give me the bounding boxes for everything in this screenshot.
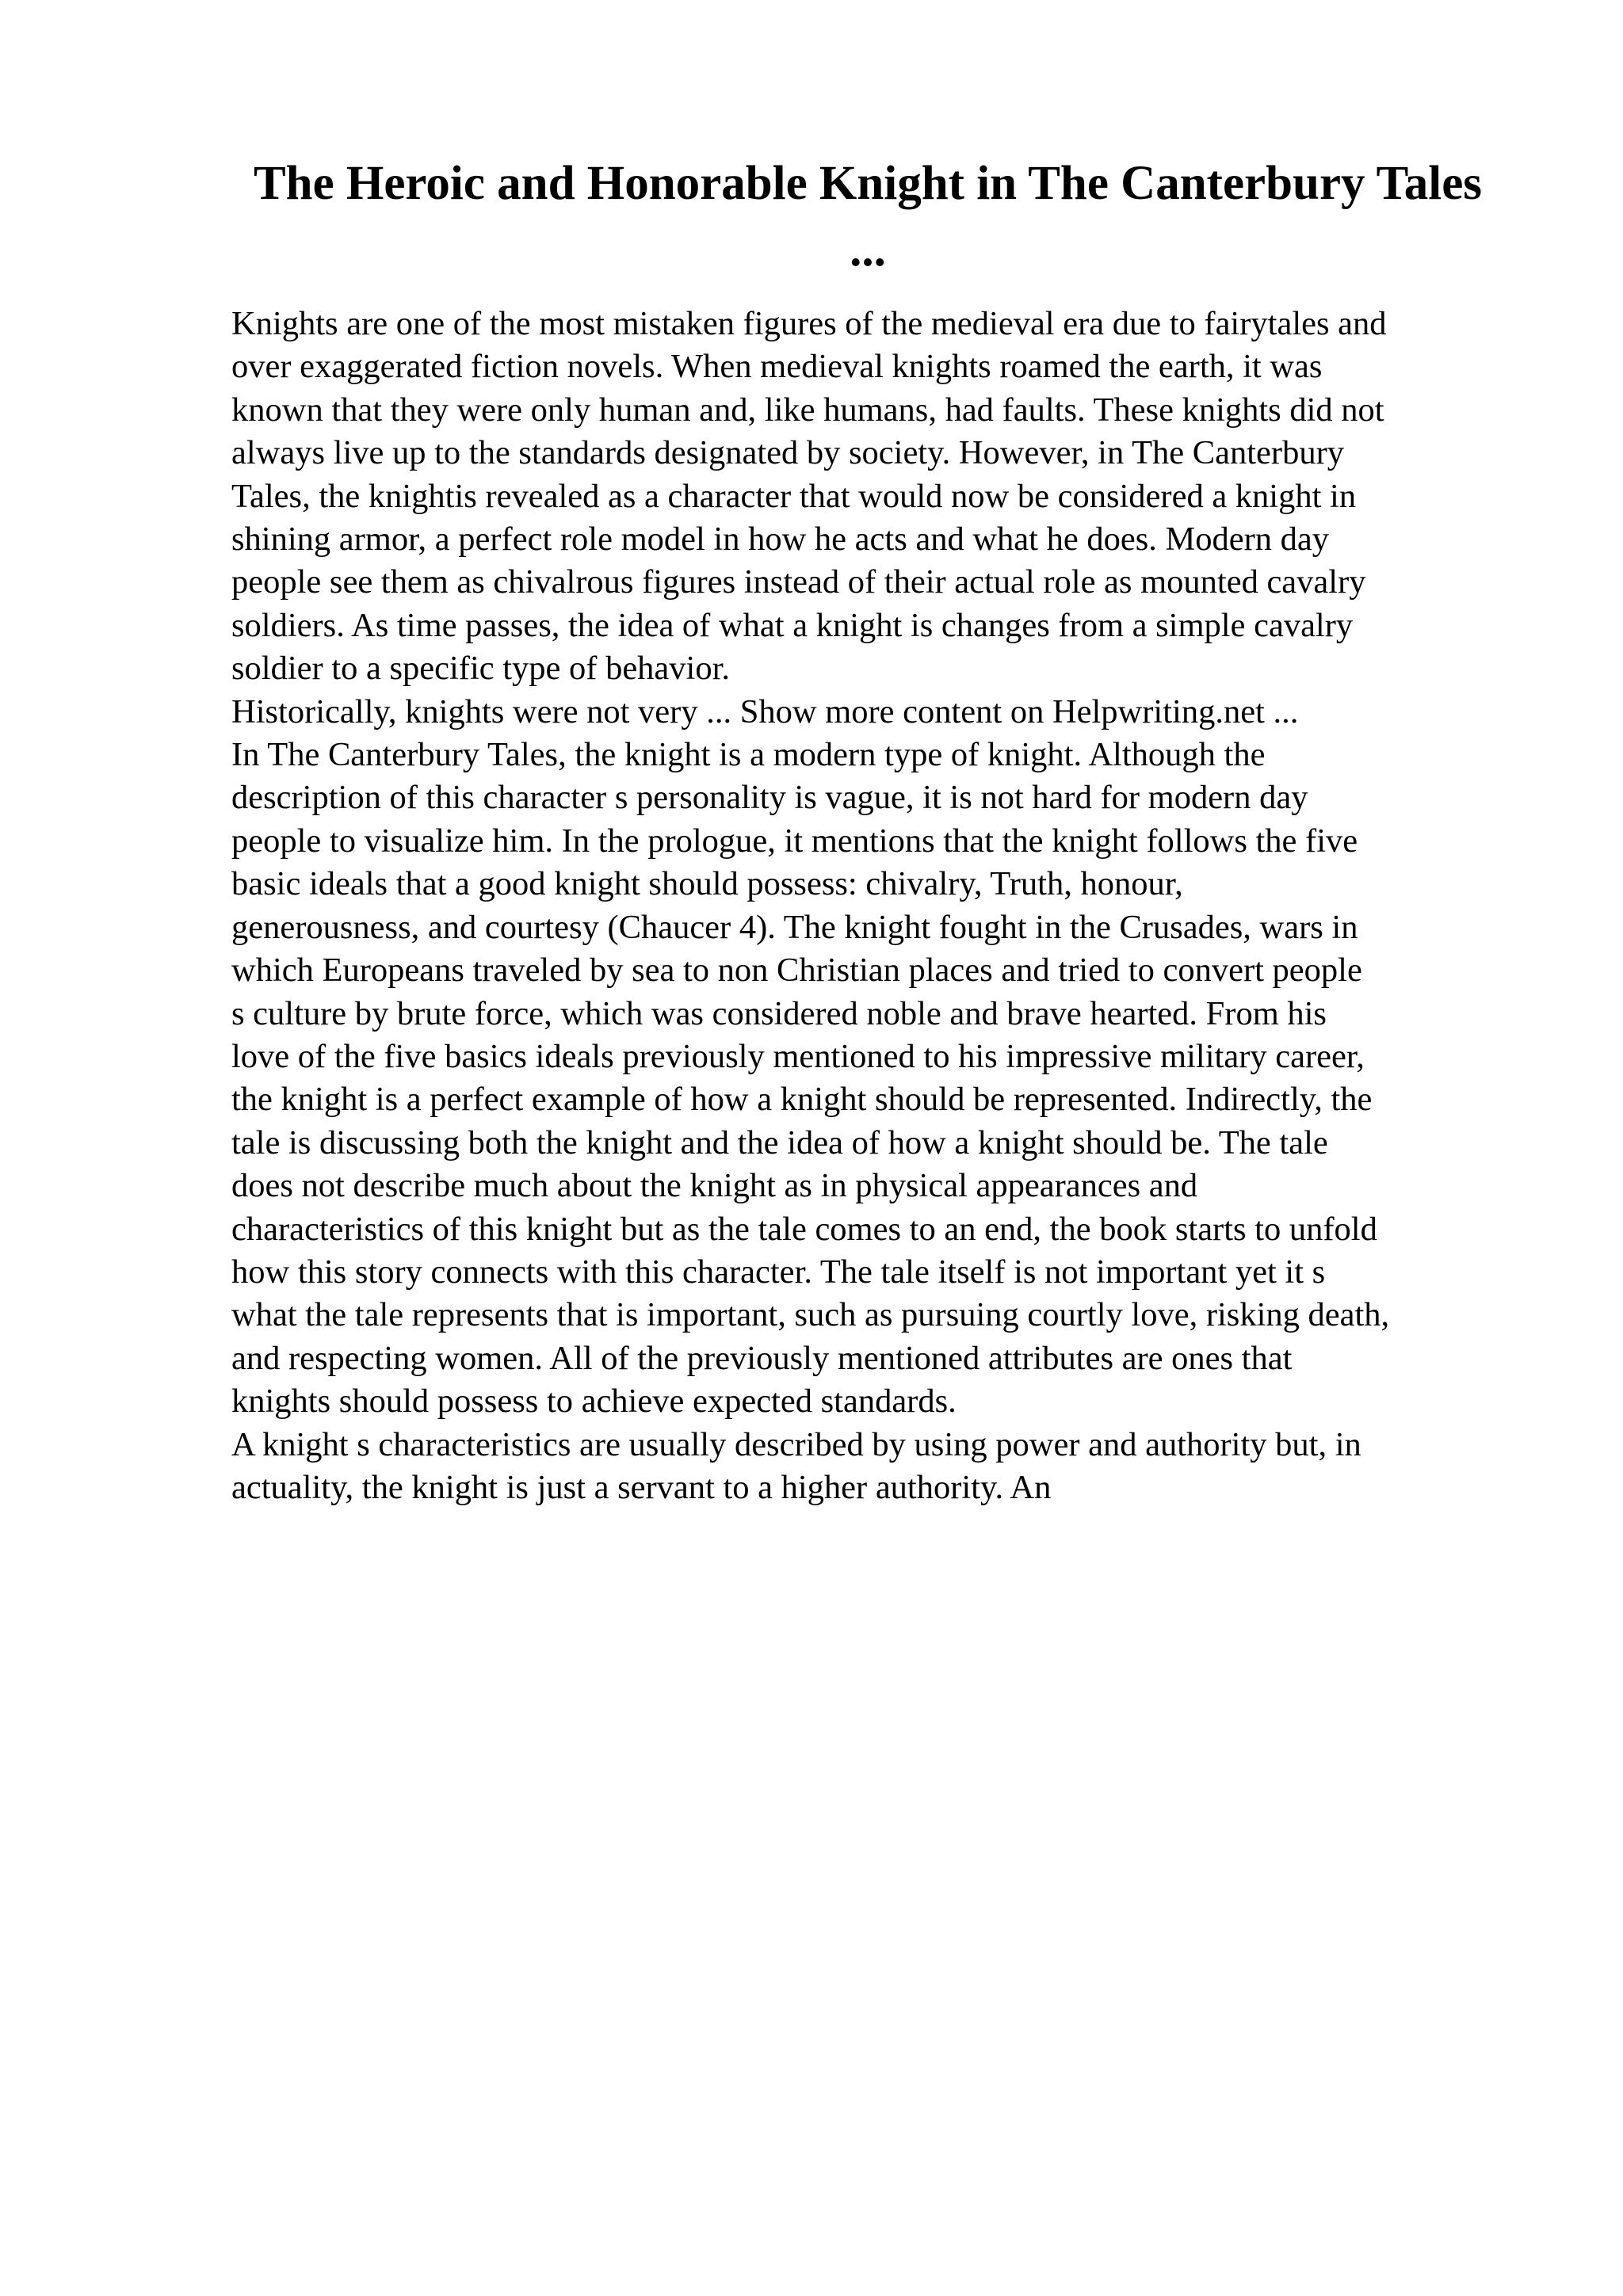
body-line: In The Canterbury Tales, the knight is a modern type of knight. Although the: [231, 736, 1266, 774]
body-line: soldiers. As time passes, the idea of what a knight is changes from a simple cavalry: [231, 606, 1354, 644]
title-line: The Heroic and Honorable Knight in The Canterbury Tales: [253, 157, 1483, 210]
body-line: tale is discussing both the knight and the idea of how a knight should be. The tale: [231, 1123, 1328, 1161]
document-body: [231, 303, 1523, 1509]
body-line: Knights are one of the most mistaken figures of the medieval era due to fairytales and: [231, 305, 1387, 342]
body-line: A knight s characteristics are usually described by using power and authority but, in: [231, 1425, 1361, 1463]
body-line: does not describe much about the knight as in physical appearances and: [231, 1167, 1198, 1205]
body-line: over exaggerated fiction novels. When medieval knights roamed the earth, it was: [231, 348, 1323, 386]
body-line: known that they were only human and, like humans, had faults. These knights did not: [231, 391, 1384, 429]
body-line: characteristics of this knight but as the tale comes to an end, the book starts to unfold: [231, 1210, 1377, 1248]
body-line: Tales, the knightis revealed as a character that would now be considered a knight in: [231, 477, 1357, 515]
body-line: love of the five basics ideals previously mentioned to his impressive military career,: [231, 1037, 1365, 1075]
show-more-line: Historically, knights were not very ... Show more content on Helpwriting.net ...: [231, 692, 1299, 730]
body-line: knights should possess to achieve expected standards.: [231, 1383, 957, 1421]
body-line: people to visualize him. In the prologue, it mentions that the knight follows the five: [231, 822, 1358, 860]
body-line: actuality, the knight is just a servant to a higher authority. An: [231, 1468, 1052, 1506]
body-line: shining armor, a perfect role model in how he acts and what he does. Modern day: [231, 521, 1330, 559]
body-line: the knight is a perfect example of how a knight should be represented. Indirectly, the: [231, 1081, 1373, 1119]
body-line: what the tale represents that is important, such as pursuing courtly love, risking death,: [231, 1296, 1390, 1334]
body-line: people see them as chivalrous figures instead of their actual role as mounted cavalry: [231, 563, 1366, 601]
body-line: soldier to a specific type of behavior.: [231, 650, 731, 688]
body-line: how this story connects with this character. The tale itself is not important yet it s: [231, 1253, 1326, 1291]
body-line: and respecting women. All of the previously mentioned attributes are ones that: [231, 1339, 1293, 1377]
body-line: description of this character s personality is vague, it is not hard for modern day: [231, 779, 1308, 817]
body-line: s culture by brute force, which was considered noble and brave hearted. From his: [231, 994, 1327, 1032]
body-line: generousness, and courtesy (Chaucer 4). The knight fought in the Crusades, wars in: [231, 908, 1358, 946]
body-line: which Europeans traveled by sea to non Christian places and tried to convert people: [231, 952, 1362, 990]
title-ellipsis: ...: [850, 223, 886, 277]
body-line: basic ideals that a good knight should possess: chivalry, Truth, honour,: [231, 865, 1183, 903]
document-title: [230, 151, 1506, 284]
body-line: always live up to the standards designated by society. However, in The Canterbury: [231, 434, 1344, 472]
